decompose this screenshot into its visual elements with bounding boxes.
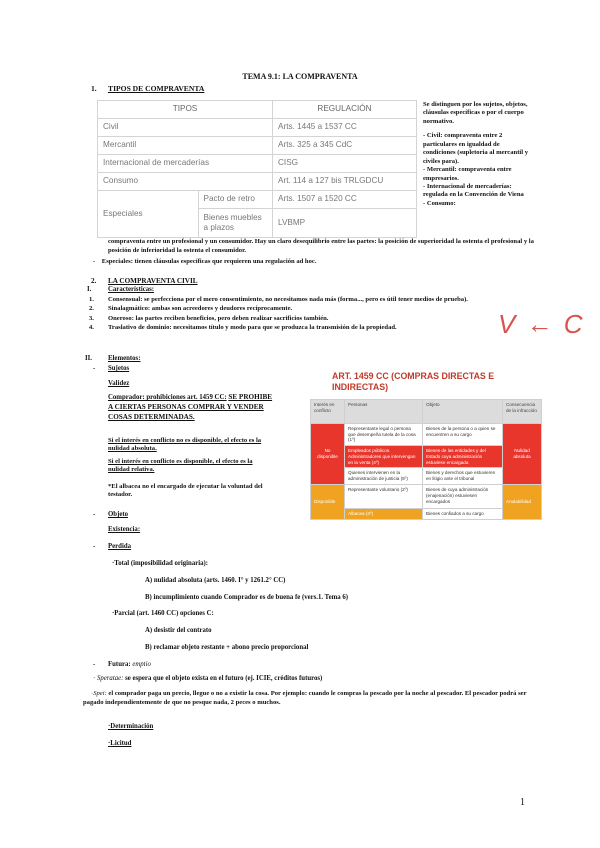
futura-line (108, 661, 151, 669)
objeto-cell: Bienes y derechos que estuvieren en litigio ante el tribunal (423, 468, 503, 485)
especiales-subtable (98, 191, 272, 237)
futura-lead: Futura: (108, 661, 131, 668)
especiales-paragraph (93, 258, 553, 266)
parcial-label: ·Parcial (art. 1460 CC) opciones C: (112, 610, 214, 617)
tipo-cell: Mercantil (98, 137, 273, 155)
header-cell: Consecuencia de la infracción (503, 399, 542, 423)
total-option-a: A) nulidad absoluta (arts. 1460. I° y 1261.2° CC) (145, 577, 286, 584)
regulacion-cell: Arts. 1445 a 1537 CC (273, 119, 417, 137)
header-cell: REGULACIÓN (273, 101, 417, 119)
persona-cell: Albacea (3º) (345, 509, 423, 520)
handwritten-annotation: V ← C (498, 309, 585, 339)
existencia-label: Existencia: (108, 526, 141, 533)
section-2-title: LA COMPRAVENTA CIVIL (108, 277, 198, 285)
perdida-label: Perdida (108, 543, 132, 550)
types-table-wrapper (97, 100, 417, 238)
total-option-b: B) incumplimiento cuando Comprador es de buena fe (vers.1. Tema 6) (145, 594, 349, 601)
header-cell: Personas (345, 399, 423, 423)
nulidad-absoluta-text: Si el interés en conflicto no es disponible, el efecto es la nulidad absoluta. (108, 437, 262, 453)
interest-label-nodisponible: No disponible (311, 423, 345, 484)
list-item: 1. Consensual: se perfecciona por el mero consentimiento, no necesitamos nada más (forma..., pero es útil tener medios de prueba). (89, 296, 468, 303)
comprador-lead: Comprador: prohibiciones art. 1459 CC: (108, 394, 227, 401)
nulidad-relativa-text: Si el interés en conflicto es disponible, el efecto es la nulidad relativa. (108, 458, 253, 474)
parcial-option-b: B) reclamar objeto restante + abono precio proporcional (145, 644, 309, 651)
objeto-cell: Bienes de la persona o a quien se encuentren a su cargo (423, 423, 503, 445)
side-note: - Mercantil: compraventa entre empresarios. (423, 166, 512, 182)
especiales-regulacion-cell (273, 191, 417, 238)
caracteristicas-list (89, 295, 549, 332)
spei-text: el comprador paga un precio, llegue o no a existir la cosa. Por ejemplo: cuando le compras la pescado por la noche al pescador. El pescador podrá ser pagado independientemente de que no pesque nada, 2 peces o muchos. (83, 690, 527, 706)
art-table-header (311, 399, 542, 423)
bullet: - (93, 511, 96, 518)
roman-i: I. (87, 286, 92, 293)
validez-label: Validez (108, 380, 130, 387)
consequence-nulidad: Nulidad absoluta (503, 423, 542, 484)
tipo-cell: Internacional de mercaderías (98, 155, 273, 173)
regulacion-cell: LVBMP (278, 217, 306, 227)
elementos-label: Elementos: (108, 355, 141, 362)
especiales-reg-subtable (273, 191, 416, 237)
spei-lead: Spei: (93, 690, 107, 697)
consequence-anulabilidad: Anulabilidad (503, 485, 542, 520)
regulacion-cell: CISG (273, 155, 417, 173)
side-note: - Internacional de mercaderías: regulada en la Convención de Viena (423, 182, 524, 199)
section-1-title: TIPOS DE COMPRAVENTA (108, 84, 205, 93)
page-title: TEMA 9.1: LA COMPRAVENTA (242, 72, 358, 81)
table-row (311, 423, 542, 445)
list-item: 3. Oneroso: las partes reciben beneficios, pero deben realizar sacrificios también. (89, 314, 329, 322)
objeto-label: Objeto (108, 511, 129, 518)
regulacion-cell: Arts. 325 a 345 CdC (273, 137, 417, 155)
speratae-lead: Speratae: (96, 675, 124, 682)
persona-cell: Representante legal o persona que desempeña tutela de la cosa (1º) (345, 423, 423, 445)
total-label: ·Total (imposibilidad originaria): (112, 560, 209, 567)
bullet: - (93, 543, 96, 550)
objeto-cell: Bienes de las entidades y del Estado cuya administración estuviese encargada (423, 446, 503, 468)
tipo-cell: Consumo (98, 173, 273, 191)
bullet: - (93, 661, 96, 668)
persona-cell: Representante voluntario (2º) (345, 485, 423, 509)
table-row (98, 155, 417, 173)
side-note: Se distinguen por los sujetos, objetos, cláusulas específicas o por el cuerpo normativo. (423, 101, 528, 125)
interest-label-disponible: Disponible (311, 485, 345, 520)
regulacion-cell: Arts. 1507 a 1520 CC (273, 191, 416, 208)
tipo-cell: Civil (98, 119, 273, 137)
persona-cell: Quienes intervienen en la administración de justicia (5º) (345, 468, 423, 485)
types-table-header (98, 101, 417, 119)
speratae-line: · Speratae: se espera que el objeto exista en el futuro (ej. ICIE, créditos futuros) (93, 675, 323, 682)
futura-rest: emptio (132, 661, 151, 668)
especiales-sub: Pacto de retro (198, 191, 272, 208)
objeto-cell: Bienes confiados a su cargo (423, 509, 503, 520)
side-note: - Consumo: (423, 199, 456, 207)
art-table (310, 399, 542, 520)
art-1459-figure (310, 371, 542, 520)
header-cell: Objeto (423, 399, 503, 423)
side-notes (423, 101, 533, 208)
list-item: 2. Sinalagmático: ambas son acreedores y deudores recíprocamente. (89, 305, 293, 313)
bullet: - (93, 258, 102, 265)
albacea-note: *El albacea no el encargado de ejecutar la voluntad del testador. (108, 483, 263, 499)
table-row (98, 173, 417, 191)
roman-ii: II. (85, 355, 92, 362)
consumo-paragraph: compraventa entre un profesional y un consumidor. Hay un claro desequilibrio entre las partes: la posición de superioridad la ostenta el profesional y la posición de inferioridad la ostenta el consumidor. (108, 238, 534, 254)
especiales-label: Especiales (98, 191, 198, 237)
spei-paragraph: ·Spei: el comprador paga un precio, llegue o no a existir la cosa. Por ejemplo: cuando le compras la pescado por la noche al pescador. El pescador podrá ser pagado independientemente de que no pesque nada, 2 peces o muchos. (83, 690, 527, 706)
header-cell: TIPOS (98, 101, 273, 119)
table-row (311, 485, 542, 509)
persona-cell: Empleados públicos. Administradores que intervengan en la venta (4º) (345, 446, 423, 468)
table-row (98, 137, 417, 155)
list-item: 4. Traslativo de dominio: necesitamos título y modo para que se produzca la transmisión de la propiedad. (89, 324, 397, 332)
licitud-label: ·Licitud (108, 740, 132, 747)
sujetos-label: Sujetos (108, 365, 130, 372)
speratae-rest: se espera que el objeto exista en el futuro (ej. ICIE, créditos futuros) (125, 675, 323, 682)
caracteristicas-label: Características: (108, 286, 155, 293)
comprador-emph: SE PROHIBE A CIERTAS PERSONAS COMPRAR Y VENDER COSAS DETERMINADAS. (108, 393, 273, 421)
section-2-number: 2. (91, 277, 97, 285)
especiales-cell (98, 191, 273, 238)
especiales-sub: Bienes muebles a plazos (203, 212, 262, 232)
parcial-option-a: A) desistir del contrato (145, 627, 212, 634)
determinacion-label: ·Determinación (108, 723, 154, 730)
page-number: 1 (520, 797, 525, 808)
table-row (98, 119, 417, 137)
types-table (97, 100, 417, 238)
table-row (98, 191, 417, 238)
art-table-title: ART. 1459 CC (COMPRAS DIRECTAS E INDIRECTAS) (332, 371, 495, 392)
regulacion-cell: Art. 114 a 127 bis TRLGDCU (273, 173, 417, 191)
objeto-cell: Bienes de cuya administración (enajenación) estuviesen encargados (423, 485, 503, 509)
section-1-number: 1. (91, 84, 97, 93)
bullet: - (93, 365, 96, 372)
header-cell: Interés en conflicto (311, 399, 345, 423)
especiales-text: Especiales: tienen cláusulas específicas que requieren una regulación ad hoc. (101, 258, 317, 265)
side-note: - Civil: compraventa entre 2 particulares en igualdad de condiciones (supletoria al mercantil y civiles para). (423, 132, 529, 165)
comprador-paragraph (108, 393, 276, 422)
